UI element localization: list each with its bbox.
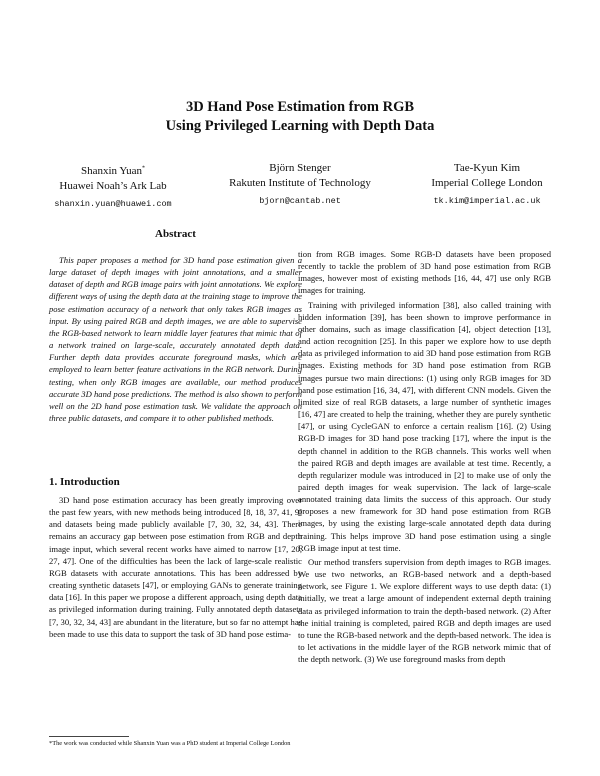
author-block — [18, 161, 208, 212]
abstract-heading: Abstract — [155, 228, 196, 240]
author-affiliation: Huawei Noah’s Ark Lab — [59, 179, 167, 192]
footnote: *The work was conducted while Shanxin Yuan was a PhD student at Imperial College London — [49, 740, 291, 747]
right-column-text — [298, 248, 551, 665]
author-email[interactable]: shanxin.yuan@huawei.com — [54, 198, 172, 209]
introduction-text — [49, 494, 302, 640]
author-affiliation: Imperial College London — [431, 177, 543, 189]
author-affiliation: Rakuten Institute of Technology — [229, 177, 371, 189]
body-paragraph: Our method transfers supervision from depth images to RGB images. We use two networks, an RGB-based network and a depth-based network, see Figure 1. We explore different ways to use depth data: (1) initially, we treat a large amount of independent external depth training data as privileged information to train the depth-based network. (2) After the initial training is completed, paired RGB and depth images are used to tune the RGB-based network and the depth-based network. The idea is to let activations in the middle layer of the RGB network mimic that of the depth network. (3) We use foreground masks from depth — [298, 556, 551, 665]
abstract-text: This paper proposes a method for 3D hand pose estimation given a large dataset of depth images with joint annotations, and a smaller dataset of depth and RGB image pairs with joint annotations. We explore different ways of using the depth data at the training stage to improve the pose estimation accuracy of a network that only takes RGB images as input. By using paired RGB and depth images, we are able to supervise the RGB-based network to learn middle layer features that mimic that of a network trained on large-scale, accurately annotated depth data. Further depth data provides accurate foreground masks, which are employed to learn better feature activations in the RGB network. During testing, when only RGB images are available, our method produces accurate 3D hand pose predictions. The method is also shown to perform well on the 2D hand pose estimation task. We validate the approach on three public datasets, and compare it to other published methods. — [49, 255, 302, 424]
body-paragraph: Training with privileged information [38], also called training with hidden information [39], has been shown to improve performance in other domains, such as image classification [4], object detection [13], and action recognition [25]. In this paper we explore how to use depth data as privileged information to aid 3D hand pose estimation from RGB images. Existing methods for 3D hand pose estimation from RGB images pursue two main directions: (1) using only RGB images for 3D hand pose estimation [16, 34, 47], with different CNN models. Given the limited size of real RGB datasets, a large number of synthetic images [16, 47] are created to help the training, whether they are purely synthetic [47], or using CycleGAN to enforce a certain realism [16]. (2) Using RGB-D images for 3D hand pose tracking [17], where the input is the depth channel in addition to the RGB channels. This works well when the paired RGB and depth images are available at test time. Recently, a depth regularizer module was introduced in [2] to make use of only the paired depth images for weak supervision. The lack of large-scale annotated training data limits the success of this approach. Our study proposes a new framework for 3D hand pose estimation from RGB images, by using the existing large-scale annotated depth data during training. This helps improve 3D hand pose estimation using a single RGB image input at test time. — [298, 299, 551, 553]
author-email[interactable]: tk.kim@imperial.ac.uk — [433, 196, 541, 206]
author-block — [205, 161, 395, 209]
author-name: Björn Stenger — [269, 162, 331, 174]
author-name: Shanxin Yuan* — [80, 164, 145, 177]
author-block — [392, 161, 582, 209]
introduction-heading: 1. Introduction — [49, 476, 120, 488]
paper-title-line-1: 3D Hand Pose Estimation from RGB — [185, 99, 415, 115]
author-email[interactable]: bjorn@cantab.net — [259, 196, 341, 206]
body-paragraph: tion from RGB images. Some RGB-D datasets have been proposed recently to tackle the problem of 3D hand pose estimation from RGB images, however most of existing methods [16, 44, 47] use only RGB images for training. — [298, 249, 551, 296]
intro-paragraph: 3D hand pose estimation accuracy has been greatly improving over the past few years, with new methods being introduced [8, 18, 37, 41, 9] and datasets being made publicly available [7, 30, 32, 34, 43]. There remains an accuracy gap between pose estimation from RGB and depth image input, which several recent works have aimed to narrow [17, 20, 27, 47]. One of the difficulties has been the lack of large-scale realistic RGB datasets with accurate annotations. This has been addressed by creating synthetic datasets [47], or employing GANs to generate training data [16]. In this paper we propose a different approach, using depth data as privileged information during training. Fully annotated depth datasets [7, 30, 32, 34, 43] are abundant in the literature, but so far no attempt has been made to use this data to support the task of 3D hand pose estima- — [49, 495, 302, 639]
author-name: Tae-Kyun Kim — [453, 162, 521, 174]
paper-title-line-2: Using Privileged Learning with Depth Data — [165, 118, 435, 134]
footnote-rule — [49, 736, 129, 737]
